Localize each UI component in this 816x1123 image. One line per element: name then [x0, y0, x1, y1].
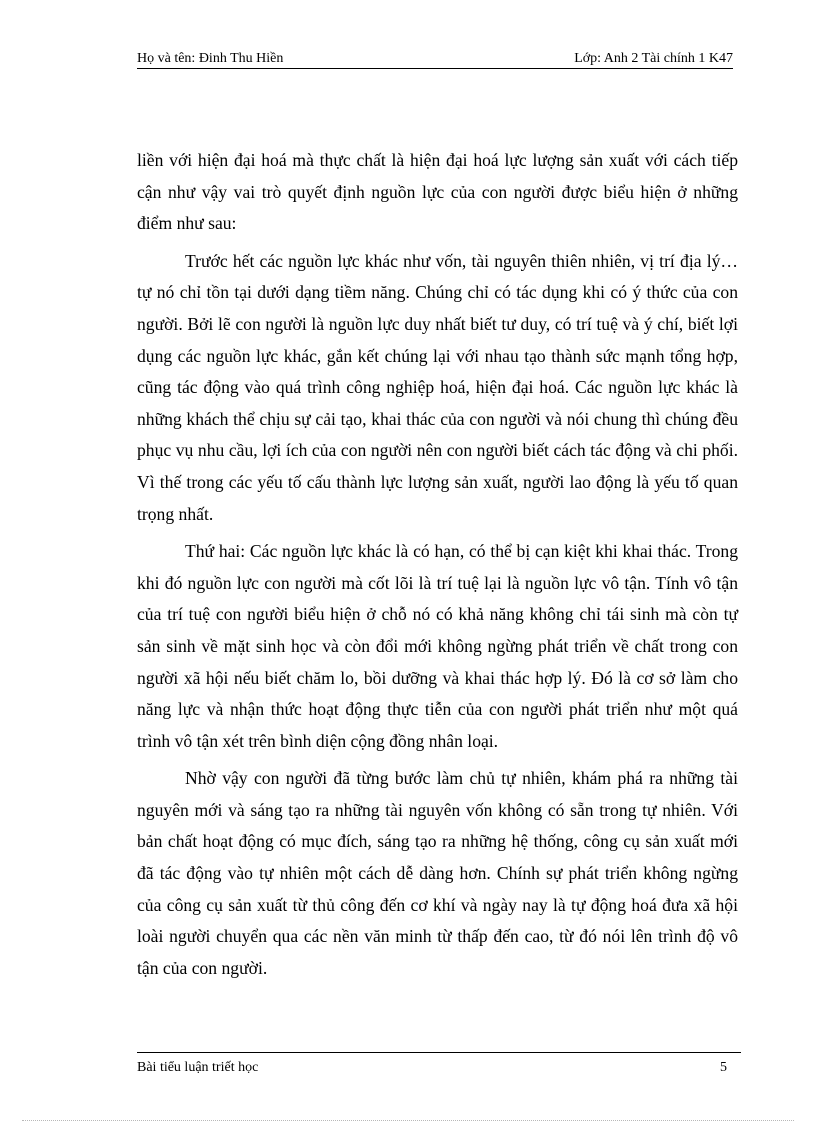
- paragraph-conclusion: Nhờ vậy con người đã từng bước làm chủ tự nhiên, khám phá ra những tài nguyên mới và sáng tạo ra những tài nguyên vốn không có sẵn trong tự nhiên. Với bản chất hoạt động có mục đích, sáng tạo ra những hệ thống, công cụ sản xuất mới đã tác động vào tự nhiên một cách dễ dàng hơn. Chính sự phát triển không ngừng của công cụ sản xuất từ thủ công đến cơ khí và ngày nay là tự động hoá đưa xã hội loài người chuyển qua các nền văn minh từ thấp đến cao, từ đó nói lên trình độ vô tận của con người.: [137, 768, 738, 978]
- paragraph-second-point: Thứ hai: Các nguồn lực khác là có hạn, có thể bị cạn kiệt khi khai thác. Trong khi đó nguồn lực con người mà cốt lõi là trí tuệ lại là nguồn lực vô tận. Tính vô tận của trí tuệ con người biểu hiện ở chỗ nó có khả năng không chỉ tái sinh mà còn tự sản sinh về mặt sinh học và còn đổi mới không ngừng phát triển về chất trong con người xã hội nếu biết chăm lo, bồi dưỡng và khai thác hợp lý. Đó là cơ sở làm cho năng lực và nhận thức hoạt động thực tiễn của con người phát triển như một quá trình vô tận xét trên bình diện cộng đồng nhân loại.: [137, 541, 738, 751]
- document-body: [137, 145, 738, 984]
- page-header: [137, 50, 733, 69]
- header-author: Họ và tên: Đinh Thu Hiền: [137, 51, 284, 66]
- page-bottom-edge: [22, 1120, 794, 1121]
- paragraph-continuation: liền với hiện đại hoá mà thực chất là hiện đại hoá lực lượng sản xuất với cách tiếp cận như vậy vai trò quyết định nguồn lực của con người được biểu hiện ở những điểm như sau:: [137, 150, 738, 234]
- page-number: 5: [720, 1060, 727, 1075]
- footer-title: Bài tiểu luận triết học: [137, 1060, 259, 1075]
- paragraph-first-point: Trước hết các nguồn lực khác như vốn, tài nguyên thiên nhiên, vị trí địa lý… tự nó chỉ tồn tại dưới dạng tiềm năng. Chúng chỉ có tác dụng khi có ý thức của con người. Bởi lẽ con người là nguồn lực duy nhất biết tư duy, có trí tuệ và ý chí, biết lợi dụng các nguồn lực khác, gắn kết chúng lại với nhau tạo thành sức mạnh tổng hợp, cũng tác động vào quá trình công nghiệp hoá, hiện đại hoá. Các nguồn lực khác là những khách thể chịu sự cải tạo, khai thác của con người và nói chung thì chúng đều phục vụ nhu cầu, lợi ích của con người nên con người biết cách tác động và chi phối. Vì thế trong các yếu tố cấu thành lực lượng sản xuất, người lao động là yếu tố quan trọng nhất.: [137, 250, 738, 524]
- header-class: Lớp: Anh 2 Tài chính 1 K47: [574, 51, 733, 66]
- page-footer: [137, 1052, 741, 1077]
